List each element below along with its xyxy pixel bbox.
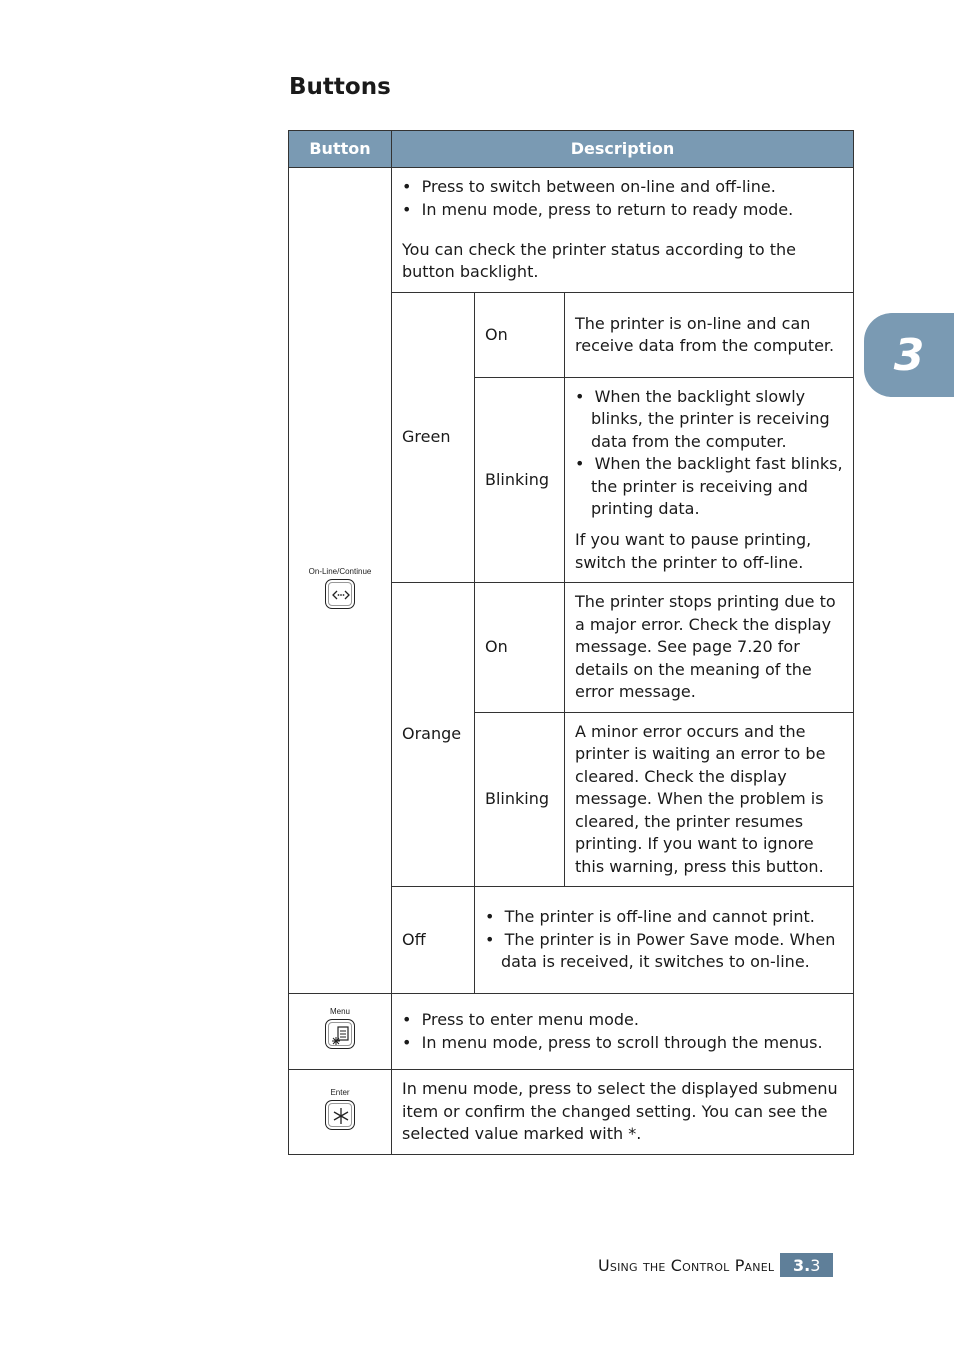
menu-description [392,994,854,1070]
list-item: • The printer is in Power Save mode. When data is received, it switches to on-line. [485,929,843,974]
footer-section-title: Using the Control Panel [598,1255,775,1275]
table-row [289,994,854,1070]
page-number: 3 [810,1255,821,1275]
table-row [289,1070,854,1155]
header-button: Button [289,131,392,168]
green-blinking-description [565,378,854,583]
list-item: • When the backlight slowly blinks, the printer is receiving data from the computer. [575,386,843,453]
backlight-note: You can check the printer status according to the button backlight. [402,240,796,282]
state-orange-on: On [475,583,565,713]
page-chapter: 3. [792,1255,811,1275]
menu-button-cell [289,994,392,1070]
table-header-row [289,131,854,168]
table-row [289,168,854,293]
state-orange: Orange [392,583,475,887]
header-description: Description [392,131,854,168]
state-green-on: On [475,293,565,378]
list-item: • Press to switch between on-line and off-line. [402,176,843,198]
page-number-box [780,1253,833,1277]
list-item: • In menu mode, press to scroll through the menus. [402,1032,843,1054]
list-item: • In menu mode, press to return to ready mode. [402,199,843,221]
state-green: Green [392,293,475,583]
list-item: • Press to enter menu mode. [402,1009,843,1031]
online-continue-button-cell [289,168,392,994]
buttons-table [288,130,854,1155]
orange-blinking-description: A minor error occurs and the printer is waiting an error to be cleared. Check the display message. When the problem is cleared, the printer resumes printing. If you want to ignore this warning, press this button. [565,713,854,887]
pause-note: If you want to pause printing, switch the printer to off-line. [575,530,812,572]
list-item: • When the backlight fast blinks, the printer is receiving and printing data. [575,453,843,520]
list-item: • The printer is off-line and cannot print. [485,906,843,928]
state-orange-blinking: Blinking [475,713,565,887]
orange-on-description: The printer stops printing due to a major error. Check the display message. See page 7.20 for details on the meaning of the error message. [565,583,854,713]
menu-key-icon [325,1019,355,1049]
green-on-description: The printer is on-line and can receive data from the computer. [565,293,854,378]
enter-caption: Enter [330,1087,350,1097]
online-continue-caption: On-Line/Continue [308,567,372,576]
page-footer [598,1253,833,1277]
online-continue-key-icon [325,579,355,609]
off-description [475,887,854,994]
state-green-blinking: Blinking [475,378,565,583]
page-heading: Buttons [289,74,391,100]
enter-description: In menu mode, press to select the displayed submenu item or confirm the changed setting. You can see the selected value marked with *. [392,1070,854,1155]
enter-key-icon [325,1100,355,1130]
state-off: Off [392,887,475,994]
menu-caption: Menu [329,1007,350,1017]
chapter-tab: 3 [864,313,954,397]
online-continue-description [392,168,854,293]
enter-button-cell [289,1070,392,1155]
